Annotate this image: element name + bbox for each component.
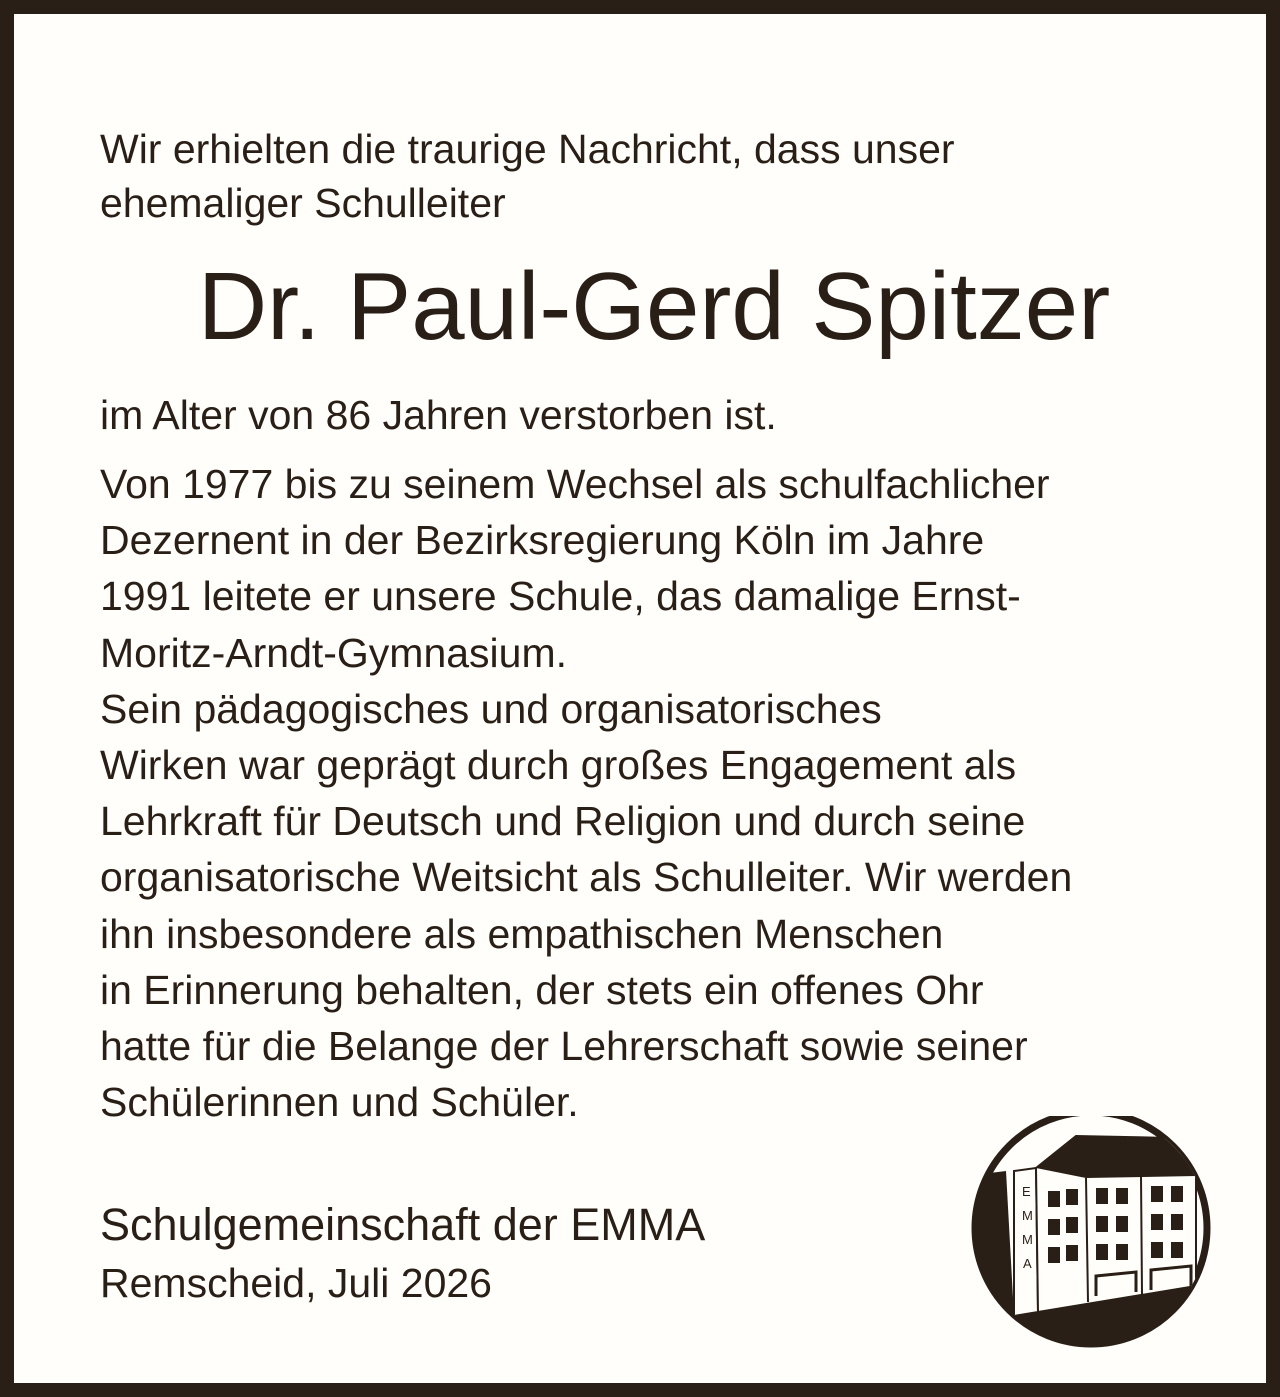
- tribute-line: ihn insbesondere als empathischen Menschen: [100, 910, 944, 957]
- deceased-name: Dr. Paul-Gerd Spitzer: [197, 253, 1111, 360]
- tribute-line: Schülerinnen und Schüler.: [100, 1079, 579, 1126]
- intro-line: ehemaliger Schulleiter: [100, 180, 506, 226]
- tribute-line: hatte für die Belange der Lehrerschaft sowie seiner: [100, 1023, 1028, 1070]
- tribute-line: Wirken war geprägt durch großes Engagement als: [100, 742, 1017, 789]
- logo-letter: E: [1022, 1184, 1031, 1199]
- tribute-text: [100, 456, 1230, 1130]
- age-line: im Alter von 86 Jahren verstorben ist.: [100, 392, 777, 438]
- tribute-line: in Erinnerung behalten, der stets ein offenes Ohr: [100, 966, 984, 1013]
- tribute-line: organisatorische Weitsicht als Schulleiter. Wir werden: [100, 854, 1073, 901]
- tribute-line: Lehrkraft für Deutsch und Religion und durch seine: [100, 798, 1026, 845]
- tribute-line: 1991 leitete er unsere Schule, das damalige Ernst-: [100, 573, 1021, 620]
- school-building-emblem-icon: [966, 1116, 1216, 1356]
- intro-line: Wir erhielten die traurige Nachricht, dass unser: [100, 126, 955, 172]
- signature: Schulgemeinschaft der EMMA: [100, 1199, 706, 1250]
- logo-letter: A: [1023, 1256, 1032, 1271]
- tribute-line: Dezernent in der Bezirksregierung Köln im Jahre: [100, 517, 985, 564]
- tribute-line: Sein pädagogisches und organisatorisches: [100, 685, 882, 732]
- intro-text: [100, 122, 1200, 230]
- logo-letter: M: [1022, 1208, 1033, 1223]
- tribute-line: Moritz-Arndt-Gymnasium.: [100, 629, 568, 676]
- place-date: Remscheid, Juli 2026: [100, 1260, 492, 1306]
- tribute-line: Von 1977 bis zu seinem Wechsel als schulfachlicher: [100, 461, 1050, 507]
- logo-letter: M: [1022, 1232, 1033, 1247]
